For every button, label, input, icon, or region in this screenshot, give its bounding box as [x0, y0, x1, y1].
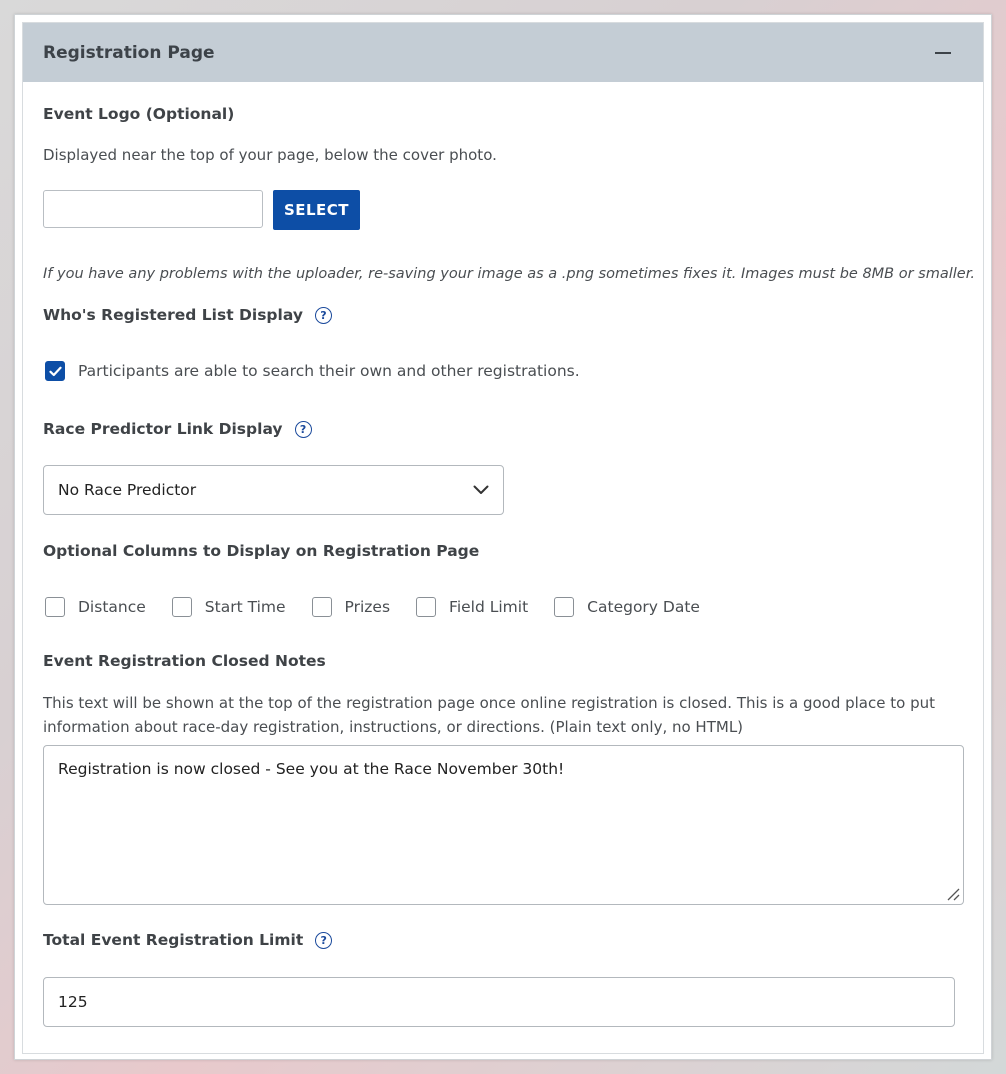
optional-columns-options [45, 597, 700, 617]
registration-page-card [22, 22, 984, 1054]
logo-file-input[interactable] [43, 190, 263, 228]
closed-notes-label: Event Registration Closed Notes [43, 652, 326, 670]
select-logo-button[interactable]: SELECT [273, 190, 360, 230]
registration-limit-heading [43, 931, 332, 949]
race-predictor-select[interactable] [43, 465, 504, 515]
race-predictor-heading [43, 420, 312, 438]
closed-notes-value: Registration is now closed - See you at the Race November 30th! [58, 760, 565, 778]
registration-limit-label: Total Event Registration Limit [43, 931, 304, 949]
check-icon [49, 366, 62, 377]
whos-registered-label: Who's Registered List Display [43, 306, 303, 324]
column-option-start-time[interactable] [172, 597, 286, 617]
registration-limit-input[interactable]: 125 [43, 977, 955, 1027]
settings-panel [14, 14, 992, 1060]
column-checkbox[interactable] [416, 597, 436, 617]
card-header[interactable] [23, 23, 983, 82]
closed-notes-textarea[interactable] [43, 745, 964, 905]
column-checkbox[interactable] [312, 597, 332, 617]
column-checkbox[interactable] [45, 597, 65, 617]
closed-notes-description: This text will be shown at the top of the registration page once online registration is closed. This is a good place to put information about race-day registration, instructions, or directions. (Plain text only, no HTML) [43, 694, 935, 736]
column-option-category-date[interactable] [554, 597, 700, 617]
card-title: Registration Page [43, 42, 215, 63]
column-checkbox[interactable] [554, 597, 574, 617]
column-option-label: Field Limit [449, 598, 529, 616]
upload-note: If you have any problems with the uploader, re-saving your image as a .png sometimes fixes it. Images must be 8MB or smaller. [43, 266, 975, 282]
column-option-label: Category Date [587, 598, 700, 616]
column-option-label: Prizes [344, 598, 391, 616]
question-circle-icon[interactable]: ? [295, 421, 312, 438]
question-circle-icon[interactable]: ? [315, 307, 332, 324]
race-predictor-selected: No Race Predictor [58, 481, 197, 499]
column-checkbox[interactable] [172, 597, 192, 617]
question-circle-icon[interactable]: ? [315, 932, 332, 949]
minus-icon[interactable] [935, 52, 951, 54]
column-option-distance[interactable] [45, 597, 146, 617]
column-option-label: Start Time [204, 598, 286, 616]
whos-registered-option [45, 361, 580, 381]
search-registrations-checkbox[interactable] [45, 361, 65, 381]
search-registrations-label: Participants are able to search their own and other registrations. [78, 362, 580, 380]
whos-registered-heading [43, 306, 332, 324]
column-option-field-limit[interactable] [416, 597, 528, 617]
resize-handle-icon[interactable] [946, 887, 960, 901]
chevron-down-icon [473, 485, 489, 495]
event-logo-label: Event Logo (Optional) [43, 105, 235, 123]
optional-columns-label: Optional Columns to Display on Registration Page [43, 542, 480, 560]
column-option-label: Distance [78, 598, 146, 616]
column-option-prizes[interactable] [312, 597, 391, 617]
event-logo-description: Displayed near the top of your page, below the cover photo. [43, 146, 497, 164]
race-predictor-label: Race Predictor Link Display [43, 420, 283, 438]
